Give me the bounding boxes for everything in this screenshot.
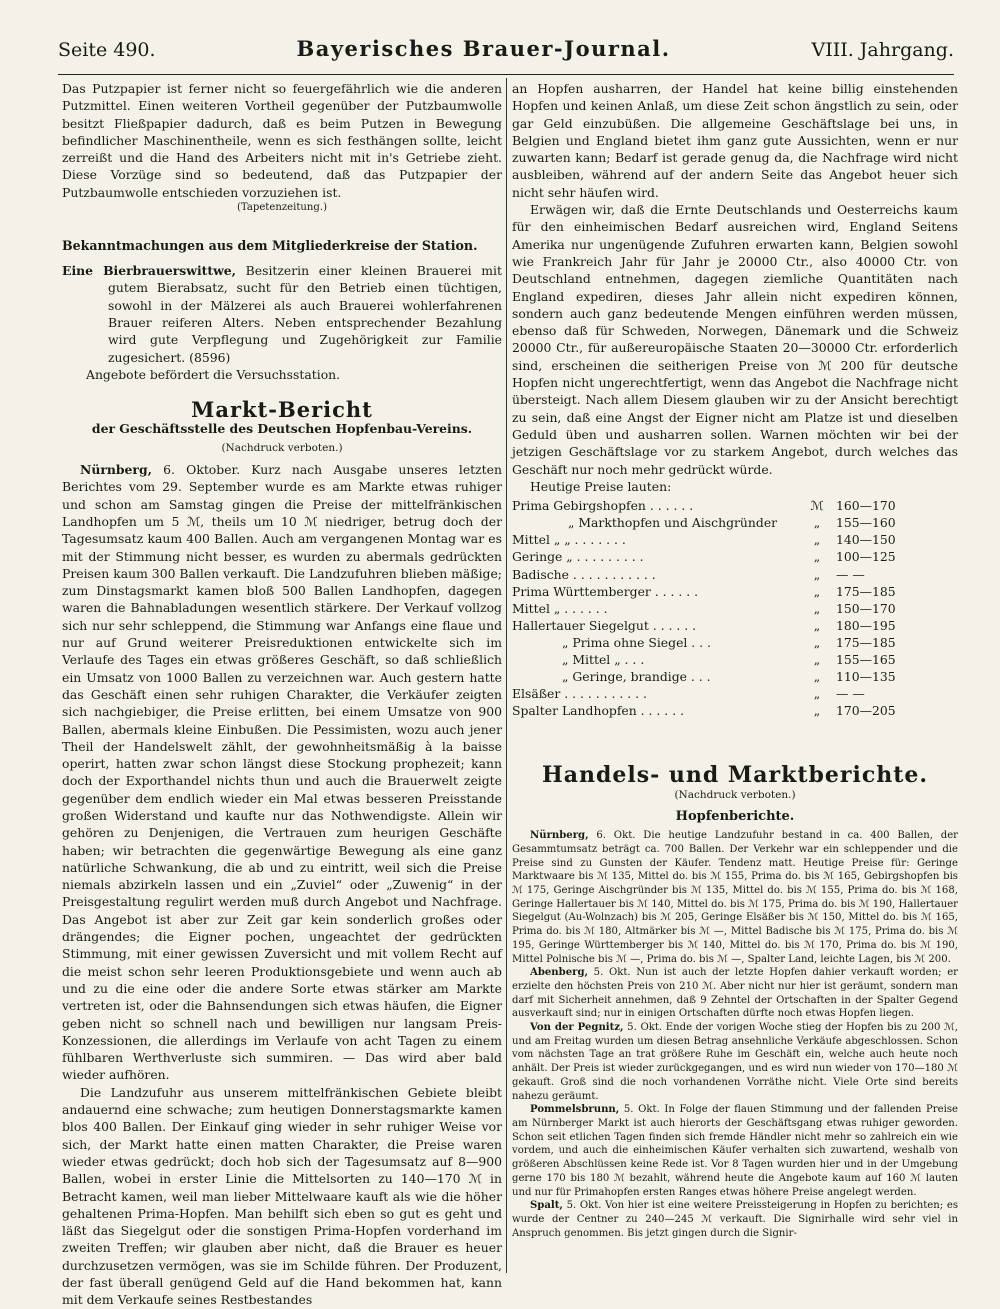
market-paragraph-1 xyxy=(62,461,502,1084)
price-currency: „ xyxy=(813,583,821,599)
market-subheading: der Geschäftsstelle des Deutschen Hopfenbau-Vereins. xyxy=(91,421,473,437)
report-place: Pommelsbrunn, xyxy=(530,1104,620,1116)
price-currency: „ xyxy=(813,549,821,565)
price-row xyxy=(512,685,958,702)
price-label: Prima Gebirgshopfen . . . . . . xyxy=(512,498,694,514)
price-currency: „ xyxy=(813,532,821,548)
price-range: 180—195 xyxy=(836,617,896,633)
reports-heading: Handels- und Marktberichte. xyxy=(541,762,929,789)
market-credit: (Nachdruck verboten.) xyxy=(221,441,343,454)
price-currency: „ xyxy=(813,600,821,616)
price-range: 140—150 xyxy=(836,532,896,548)
price-row xyxy=(512,548,958,565)
price-row xyxy=(512,497,958,514)
price-row xyxy=(512,668,958,685)
volume-label: VIII. Jahrgang. xyxy=(811,39,954,61)
price-currency: „ xyxy=(813,669,821,685)
price-range: 155—165 xyxy=(836,651,896,667)
hop-report xyxy=(512,829,958,966)
price-range: 175—185 xyxy=(836,634,896,650)
price-label: Prima Württemberger . . . . . . xyxy=(512,583,699,599)
price-label: „ Geringe, brandige . . . xyxy=(562,669,711,685)
price-range: — — xyxy=(836,566,865,582)
price-label: Spalter Landhopfen . . . . . . xyxy=(512,703,685,719)
intro-paragraph: Das Putzpapier ist ferner nicht so feuergefährlich wie die anderen Putzmittel. Einen weiteren Vortheil gegenüber der Putzbaumwolle besitzt Fließpapier dadurch, daß es beim Putzen in Bewegung befindlicher Maschinentheile, wenn es sich festhängen sollte, leicht zerreißt und die Hand des Arbeiters nicht mit in's Getriebe zieht. Diese Vorzüge sind so bedeutend, daß das Putzpapier der Putzbaumwolle entschieden vorzuziehen ist. xyxy=(62,81,502,200)
price-label: „ Mittel „ . . . xyxy=(562,651,645,667)
report-place: Von der Pegnitz, xyxy=(530,1022,624,1034)
notice-ad xyxy=(62,262,502,366)
price-row xyxy=(512,583,958,600)
price-label: „ Markthopfen und Aischgründer xyxy=(568,515,778,531)
price-currency: ℳ xyxy=(810,498,824,514)
right-column xyxy=(512,80,958,1240)
price-range: 110—135 xyxy=(836,669,896,685)
price-row xyxy=(512,531,958,548)
reports-credit: (Nachdruck verboten.) xyxy=(674,788,796,801)
price-range: 160—170 xyxy=(836,498,896,514)
price-range: 100—125 xyxy=(836,549,896,565)
price-row xyxy=(512,600,958,617)
market-text-1: 6. Oktober. Kurz nach Ausgabe unseres letzten Berichtes vom 29. September wurde es am Markte etwas ruhiger und schon am Samstag gingen die Preise der mittelfränkischen Landhopfen um 5 ℳ, theils um 10 ℳ niedriger, betrug doch der Tagesumsatz kaum 400 Ballen. Auch am vergangenen Montag war es mit der Stimmung nicht besser, es wurden zu abermals gedrückten Preisen kaum 300 Ballen verkauft. Die Landzufuhren blieben mäßige; zum Dinstagsmarkt kamen bloß 500 Ballen Landhopfen, dagegen waren die Bahnabladungen wesentlich stärkere. Der Verkauf vollzog sich nur sehr schleppend, die Stimmung war Anfangs eine flaue und nur auf Grund weiterer Preisreduktionen entwickelte sich im Verlaufe des Tages ein etwas größeres Geschäft, so daß schließlich ein Umsatz von 1000 Ballen zu verzeichnen war. Auch gestern hatte das Geschäft einen sehr ruhigen Charakter, die Verkäufer zeigten sich nachgiebiger, die Preise erlitten, bei einem Umsatze von 900 Ballen, abermals kleine Einbußen. Die Pessimisten, wozu auch jener Theil der Handelswelt zählt, der gewohnheitsmäßig à la baisse operirt, hatten zwar schon längst diese Stockung prophezeit; kann doch der Exporthandel nichts thun und auch die Brauerwelt zeigte gegenüber dem endlich wieder ein Mal etwas besseren Preisstande großen Widerstand und kaufte nur das Nothwendigste. Allein wir gehören zu Denjenigen, die Vertrauen zum heurigen Geschäfte haben; wir betrachten die gegenwärtige Bewegung als eine ganz natürliche Schwankung, die ab und zu eintritt, weil sich die Preise niemals abzirkeln lassen und ein „Zuviel“ oder „Zuwenig“ in der Preisgestaltung regulirt werden muß durch Angebot und Nachfrage. Das Angebot ist aber zur Zeit gar kein sonderlich großes oder drängendes; die Eigner pochen, ungeachtet der gedrückten Stimmung, mit einer gewissen Zuversicht und mit vollem Recht auf die meist schon sehr leeren Produktionsgebiete und wenn auch ab und zu die eine oder die andere Sorte etwas stärker am Markte vertreten ist, oder die Bahnsendungen sich etwas häufen, die Eigner geben nicht so schnell nach und bewilligen nur langsam Preis-Konzessionen, die allerdings im Verlaufe von acht Tagen zu einem fühlbaren Werthverluste sich summiren. — Das wird aber bald wieder aufhören. xyxy=(62,462,502,1083)
reports-list xyxy=(512,829,958,1240)
price-row xyxy=(512,702,958,719)
column-divider xyxy=(506,78,507,1273)
report-place: Spalt, xyxy=(530,1200,563,1212)
price-range: 150—170 xyxy=(836,600,896,616)
market-heading: Markt-Bericht xyxy=(191,397,373,423)
price-range: 175—185 xyxy=(836,583,896,599)
price-label: Geringe „ . . . . . . . . . xyxy=(512,549,644,565)
price-row xyxy=(512,634,958,651)
price-currency: „ xyxy=(813,566,821,582)
page-header xyxy=(58,36,954,70)
price-currency: „ xyxy=(813,703,821,719)
price-currency: „ xyxy=(813,515,821,531)
header-rule xyxy=(58,74,954,75)
notice-offers: Angebote befördert die Versuchsstation. xyxy=(86,366,341,382)
price-currency: „ xyxy=(813,651,821,667)
price-currency: „ xyxy=(813,686,821,702)
price-label: Elsäßer . . . . . . . . . . . xyxy=(512,686,647,702)
price-row xyxy=(512,617,958,634)
price-label: „ Prima ohne Siegel . . . xyxy=(562,634,711,650)
price-row xyxy=(512,566,958,583)
price-range: 170—205 xyxy=(836,703,896,719)
reports-subheading: Hopfenberichte. xyxy=(675,808,795,824)
right-paragraph-2: Erwägen wir, daß die Ernte Deutschlands und Oesterreichs kaum für den einheimischen Bedarf ausreichen wird, England Seitens Amerika nur ungenügende Zufuhren erwarten kann, Belgien sowohl wie Frankreich Jahr für Jahr je 20000 Ctr., also 40000 Ctr. von Deutschland entnehmen, dagegen ziemliche Quantitäten nach England expediren, dieses Jahr allein nicht expediren können, sondern auch ganz bedeutende Mengen einführen werden müssen, ebenso daß für Schweden, Norwegen, Dänemark und die Schweiz 20000 Ctr., für außereuropäische Staaten 20—30000 Ctr. erforderlich sind, erscheinen die seitherigen Preise von ℳ 200 für deutsche Hopfen nicht ungerechtfertigt, wenn das Angebot die Nachfrage nicht übersteigt. Nach allem Diesem glauben wir zu der Ansicht berechtigt zu sein, daß eine Angst der Eigner nicht am Platze ist und dieselben Geduld üben und ausharren sollen. Warnen möchten wir bei der jetzigen Geschäftslage vor zu starkem Angebot, durch welches das Geschäft nur noch mehr gedrückt würde. xyxy=(512,202,958,477)
price-label: Hallertauer Siegelgut . . . . . . xyxy=(512,617,697,633)
price-label: Badische . . . . . . . . . . . xyxy=(512,566,656,582)
left-column xyxy=(62,80,502,1309)
notice-body: Besitzerin einer kleinen Brauerei mit gutem Bierabsatz, sucht für den Betrieb einen tüchtigen, sowohl in der Mälzerei als auch Brauerei wohlerfahrenen Brauer reiferen Alters. Neben entsprechender Bezahlung wird gute Verpflegung und Zugehörigkeit zur Familie zugesichert. xyxy=(108,263,503,365)
price-currency: „ xyxy=(813,634,821,650)
hop-report xyxy=(512,1103,958,1199)
price-range: 155—160 xyxy=(836,515,896,531)
report-text: 5. Okt. Von hier ist eine weitere Preissteigerung in Hopfen zu berichten; es wurde der Centner zu 240—245 ℳ verkauft. Die Signirhalle wird sehr viel in Anspruch genommen. Bis jetzt gingen durch die Signir- xyxy=(512,1200,958,1239)
hop-report xyxy=(512,1021,958,1103)
notice-number: (8596) xyxy=(189,349,231,365)
report-text: 5. Okt. In Folge der flauen Stimmung und der fallenden Preise am Nürnberger Markt ist auch hierorts der Geschäftsgang etwas ruhiger geworden. Schon seit etlichen Tagen finden sich fremde Händler nicht mehr so zahlreich ein wie vordem, und auch die einheimischen Käufer verhalten sich zuwartend, weshalb von größeren Abschlüssen keine Rede ist. Vor 8 Tagen wurden hier und in der Umgebung gerne 170 bis 180 ℳ bezahlt, während heute die Angebote kaum auf 160 ℳ lauten und nur für Primahopfen ersten Ranges etwas höhere Preise angelegt werden. xyxy=(512,1104,958,1198)
price-currency: „ xyxy=(813,617,821,633)
report-place: Nürnberg, xyxy=(530,830,589,842)
market-place: Nürnberg, xyxy=(80,462,152,478)
report-text: 5. Okt. Ende der vorigen Woche stieg der Hopfen bis zu 200 ℳ, und am Freitag wurden um diesen Betrag ansehnliche Verkäufe abgeschlossen. Schon vom nächsten Tage an trat größere Ruhe im Geschäft ein, welche auch heute noch anhält. Der Preis ist wieder zurückgegangen, und es wird nun wieder von 170—180 ℳ gekauft. Groß sind die noch vorhandenen Vorräthe nicht. Viele Orte sind bereits nahezu geräumt. xyxy=(512,1022,959,1102)
hop-report xyxy=(512,1199,958,1240)
report-place: Abenberg, xyxy=(530,967,589,979)
price-row xyxy=(512,514,958,531)
price-row xyxy=(512,651,958,668)
price-label: Mittel „ . . . . . . xyxy=(512,600,608,616)
notice-lead: Eine Bierbrauerswittwe, xyxy=(62,263,236,279)
notice-heading: Bekanntmachungen aus dem Mitgliederkreise der Station. xyxy=(62,237,478,253)
right-paragraph-1: an Hopfen ausharren, der Handel hat keine billig einstehenden Hopfen und keinen Anlaß, um diese Zeit schon ängstlich zu sein, oder gar Geld einzubüßen. Die allgemeine Geschäftslage bei uns, in Belgien und England bietet ihm ganz gute Aussichten, wenn er nur zuwarten kann; Bedarf ist gerade genug da, die Nachfrage wird nicht ausbleiben, während auf der andern Seite das Angebot heuer sich nicht sehr häufen wird. xyxy=(512,81,958,200)
price-range: — — xyxy=(836,686,865,702)
prices-intro: Heutige Preise lauten: xyxy=(530,478,672,494)
price-table xyxy=(512,497,958,719)
price-label: Mittel „ „ . . . . . . . xyxy=(512,532,626,548)
report-text: 5. Okt. Nun ist auch der letzte Hopfen dahier verkauft worden; er erzielte den höchsten Preis von 210 ℳ. Aber nicht nur hier ist geräumt, sondern man darf mit Sicherheit annehmen, daß 9 Zehntel der Ortschaften in der Spalter Gegend ausverkauft sind; nur in einigen Ortschaften dürfte noch etwas Hopfen liegen. xyxy=(512,967,958,1020)
report-text: 6. Okt. Die heutige Landzufuhr bestand in ca. 400 Ballen, der Gesammtumsatz beträgt ca. 700 Ballen. Der Verkehr war ein schleppender und die Preise sind zu Gunsten der Käufer. Tendenz matt. Heutige Preise für: Geringe Marktwaare bis ℳ 135, Mittel do. bis ℳ 155, Prima do. bis ℳ 165, Gebirgshopfen bis ℳ 175, Geringe Aischgründer bis ℳ 135, Mittel do. bis ℳ 155, Prima do. bis ℳ 168, Geringe Hallertauer bis ℳ 140, Mittel do. bis ℳ 175, Prima do. bis ℳ 190, Hallertauer Siegelgut (Au-Wolnzach) bis ℳ 205, Geringe Elsäßer bis ℳ 150, Mittel do. bis ℳ 165, Prima do. bis ℳ 180, Altmärker bis ℳ —, Mittel Badische bis ℳ 175, Prima do. bis ℳ 195, Geringe Württemberger bis ℳ 140, Mittel do. bis ℳ 170, Prima do. bis ℳ 190, Mittel Polnische bis ℳ —, Prima do. bis ℳ —, Spalter Land, leichte Lagen, bis ℳ 200. xyxy=(512,830,958,965)
page-number: Seite 490. xyxy=(58,39,156,61)
hop-report xyxy=(512,966,958,1021)
market-paragraph-2: Die Landzufuhr aus unserem mittelfränkischen Gebiete bleibt andauernd eine schwache; zum heutigen Donnerstagsmarkte kamen blos 400 Ballen. Der Einkauf ging wieder in sehr ruhiger Weise vor sich, der Markt hatte einen matten Charakter, die Preise waren wieder etwas gedrückt; doch hob sich der Tagesumsatz auf 8—900 Ballen, wobei in erster Linie die Mittelsorten zu 140—170 ℳ in Betracht kamen, weil man lieber Mittelwaare kauft als wie die höher gehaltenen Prima-Hopfen. Man behilft sich eben so gut es geht und läßt das Siegelgut oder die sonstigen Prima-Hopfen vorderhand im zweiten Treffen; wir glauben aber nicht, daß die Brauer es heuer durchzusetzen vermögen, was sie im Schilde führen. Der Produzent, der fast überall genügend Geld auf die Hand bekommen hat, kann mit dem Verkaufe seines Restbestandes xyxy=(62,1084,502,1308)
journal-title: Bayerisches Brauer-Journal. xyxy=(296,36,671,61)
intro-source: (Tapetenzeitung.) xyxy=(236,202,328,214)
